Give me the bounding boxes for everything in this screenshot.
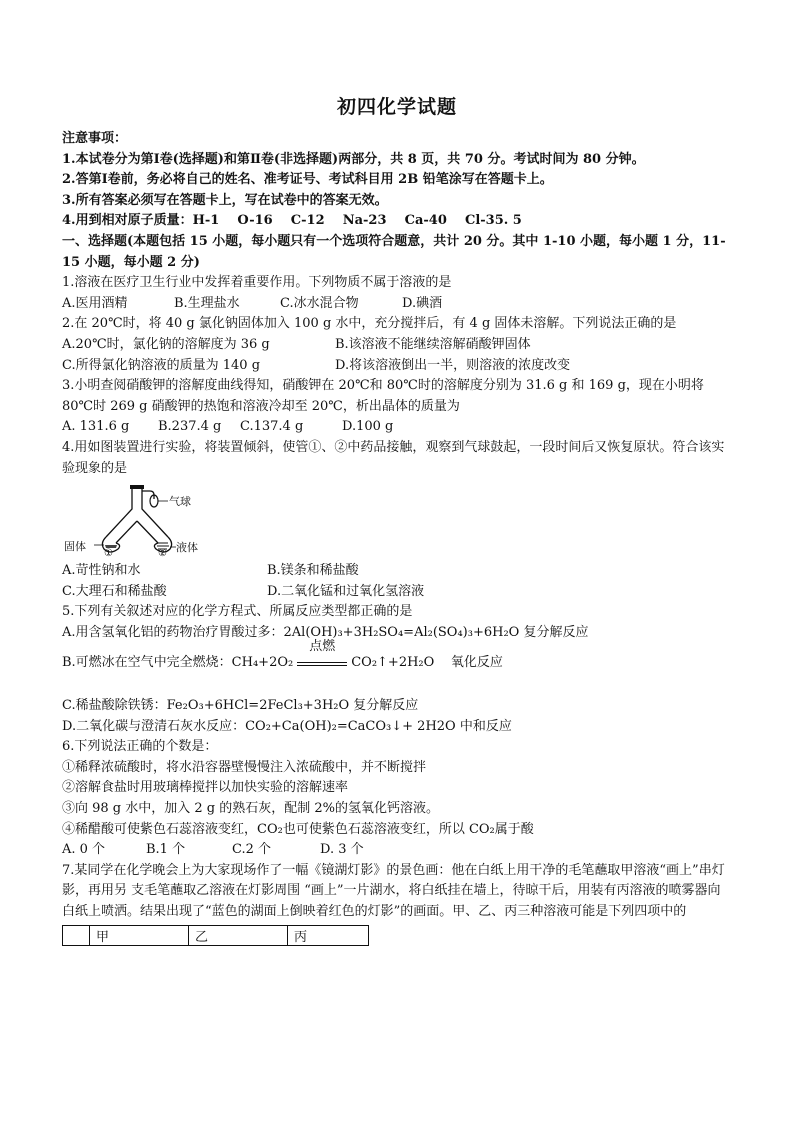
q5-option-b-left: B.可燃冰在空气中完全燃烧：CH₄+2O₂ (62, 655, 294, 671)
q4-options-cd (62, 582, 732, 603)
q5-option-a: A.用含氢氧化铝的药物治疗胃酸过多：2Al(OH)₃+3H₂SO₄=Al₂(SO₄)₃+6H₂O 复分解反应 (62, 624, 589, 640)
q2-option-a: A.20℃时，氯化钠的溶解度为 36 g (62, 336, 270, 352)
tube-1-label: ① (104, 548, 113, 560)
q4-options-ab (62, 561, 732, 582)
q6-statement-4: ④稀醋酸可使紫色石蕊溶液变红，CO₂也可使紫色石蕊溶液变红，所以 CO₂属于酸 (62, 821, 534, 837)
exam-page (62, 92, 732, 946)
q1-option-c: C.冰水混合物 (280, 295, 359, 311)
table-header-yi: 乙 (189, 925, 288, 945)
q5-stem: 5.下列有关叙述对应的化学方程式、所属反应类型都正确的是 (62, 604, 413, 620)
q4-option-c: C.大理石和稀盐酸 (62, 583, 167, 599)
table-header-jia: 甲 (90, 925, 189, 945)
q5-option-d: D.二氧化碳与澄清石灰水反应：CO₂+Ca(OH)₂=CaCO₃↓+ 2H2O 中和反应 (62, 718, 512, 734)
equals-bar-top (297, 662, 347, 663)
solid-label: 固体 (64, 540, 86, 554)
reaction-condition (293, 639, 351, 674)
table-row (63, 925, 369, 945)
q1-stem: 1.溶液在医疗卫生行业中发挥着重要作用。下列物质不属于溶液的是 (62, 275, 452, 291)
notice-item-3: 3.所有答案必须写在答题卡上，写在试卷中的答案无效。 (62, 192, 388, 208)
q6-options (62, 840, 732, 861)
notice-heading: 注意事项： (62, 131, 128, 146)
q6-option-b: B.1 个 (146, 842, 186, 858)
q6-statement-1: ①稀释浓硫酸时，将水沿容器壁慢慢注入浓硫酸中，并不断搅拌 (62, 759, 427, 775)
balloon-label: 气球 (169, 495, 191, 509)
tube-2-label: ② (158, 548, 167, 560)
q2-option-c: C.所得氯化钠溶液的质量为 140 g (62, 357, 261, 373)
q5-option-c: C.稀盐酸除铁锈：Fe₂O₃+6HCl=2FeCl₃+3H₂O 复分解反应 (62, 698, 419, 714)
notice-item-2: 2.答第Ⅰ卷前，务必将自己的姓名、准考证号、考试科目用 2B 铅笔涂写在答题卡上。 (62, 172, 553, 188)
q4-apparatus-figure (62, 485, 212, 560)
q2-option-d: D.将该溶液倒出一半，则溶液的浓度改变 (335, 357, 571, 373)
q4-stem: 4.用如图装置进行实验，将装置倾斜，使管①、②中药品接触，观察到气球鼓起，一段时间后又恢复原状。符合该实验现象的是 (62, 439, 725, 476)
table-header-bing: 丙 (288, 925, 369, 945)
condition-label: 点燃 (309, 639, 336, 655)
q7-stem: 7.某同学在化学晚会上为大家现场作了一幅《镜湖灯影》的景色画：他在白纸上用干净的毛笔蘸取甲溶液“画上”串灯影，再用另 支毛笔蘸取乙溶液在灯影周围 “画上”一片湖水，将白纸挂在墙上，待晾干后，用装有丙溶液的喷雾器向白纸上喷洒。结果出现了“蓝色的湖面上倒映着红色的灯影”的画面。甲、乙、丙三种溶液可能是下列四项中的 (62, 862, 725, 919)
q4-option-b: B.镁条和稀盐酸 (267, 563, 359, 579)
page-title: 初四化学试题 (336, 96, 457, 118)
q2-option-b: B.该溶液不能继续溶解硝酸钾固体 (335, 336, 531, 352)
q3-option-a: A. 131.6 g (62, 419, 130, 435)
q6-stem: 6.下列说法正确的个数是： (62, 739, 218, 755)
q2-options-cd (62, 356, 732, 377)
q4-option-a: A.苛性钠和水 (62, 563, 141, 579)
equals-bar-bottom (297, 665, 347, 666)
q6-option-a: A. 0 个 (62, 842, 106, 858)
q6-statement-2: ②溶解食盐时用玻璃棒搅拌以加快实验的溶解速率 (62, 780, 349, 796)
q1-option-d: D.碘酒 (402, 295, 443, 311)
q6-option-c: C.2 个 (232, 842, 272, 858)
notice-item-4: 4.用到相对原子质量：H-1 O-16 C-12 Na-23 Ca-40 Cl-35. 5 (62, 213, 522, 229)
q1-options (62, 294, 732, 315)
q5-option-b-right: CO₂↑+2H₂O 氧化反应 (351, 655, 503, 671)
q2-stem: 2.在 20℃时，将 40 g 氯化钠固体加入 100 g 水中，充分搅拌后，有 4 g 固体未溶解。下列说法正确的是 (62, 316, 677, 332)
q3-stem: 3.小明查阅硝酸钾的溶解度曲线得知，硝酸钾在 20℃和 80℃时的溶解度分别为 31.6 g 和 169 g，现在小明将 80℃时 269 g 硝酸钾的热饱和溶液冷却至 20℃，析出晶体的质量为 (62, 378, 704, 414)
table-header-blank (63, 925, 90, 945)
q7-options-table (62, 925, 369, 946)
q1-option-a: A.医用酒精 (62, 295, 128, 311)
q1-option-b: B.生理盐水 (174, 295, 240, 311)
q3-option-d: D.100 g (342, 419, 394, 435)
q2-options-ab (62, 335, 732, 356)
notice-item-1: 1.本试卷分为第Ⅰ卷(选择题)和第Ⅱ卷(非选择题)两部分，共 8 页，共 70 分。考试时间为 80 分钟。 (62, 151, 645, 167)
section-header: 一、选择题(本题包括 15 小题，每小题只有一个选项符合题意，共计 20 分。其中 1-10 小题，每小题 1 分，11-15 小题，每小题 2 分) (62, 233, 726, 270)
q4-option-d: D.二氧化锰和过氧化氢溶液 (267, 583, 425, 599)
q6-statement-3: ③向 98 g 水中，加入 2 g 的熟石灰，配制 2%的氢氧化钙溶液。 (62, 801, 440, 817)
q3-option-b: B.237.4 g (158, 419, 222, 435)
q6-option-d: D. 3 个 (320, 842, 364, 858)
q3-option-c: C.137.4 g (240, 419, 304, 435)
liquid-label: 液体 (176, 541, 198, 555)
q3-options (62, 417, 732, 438)
q5-option-b (62, 639, 732, 674)
